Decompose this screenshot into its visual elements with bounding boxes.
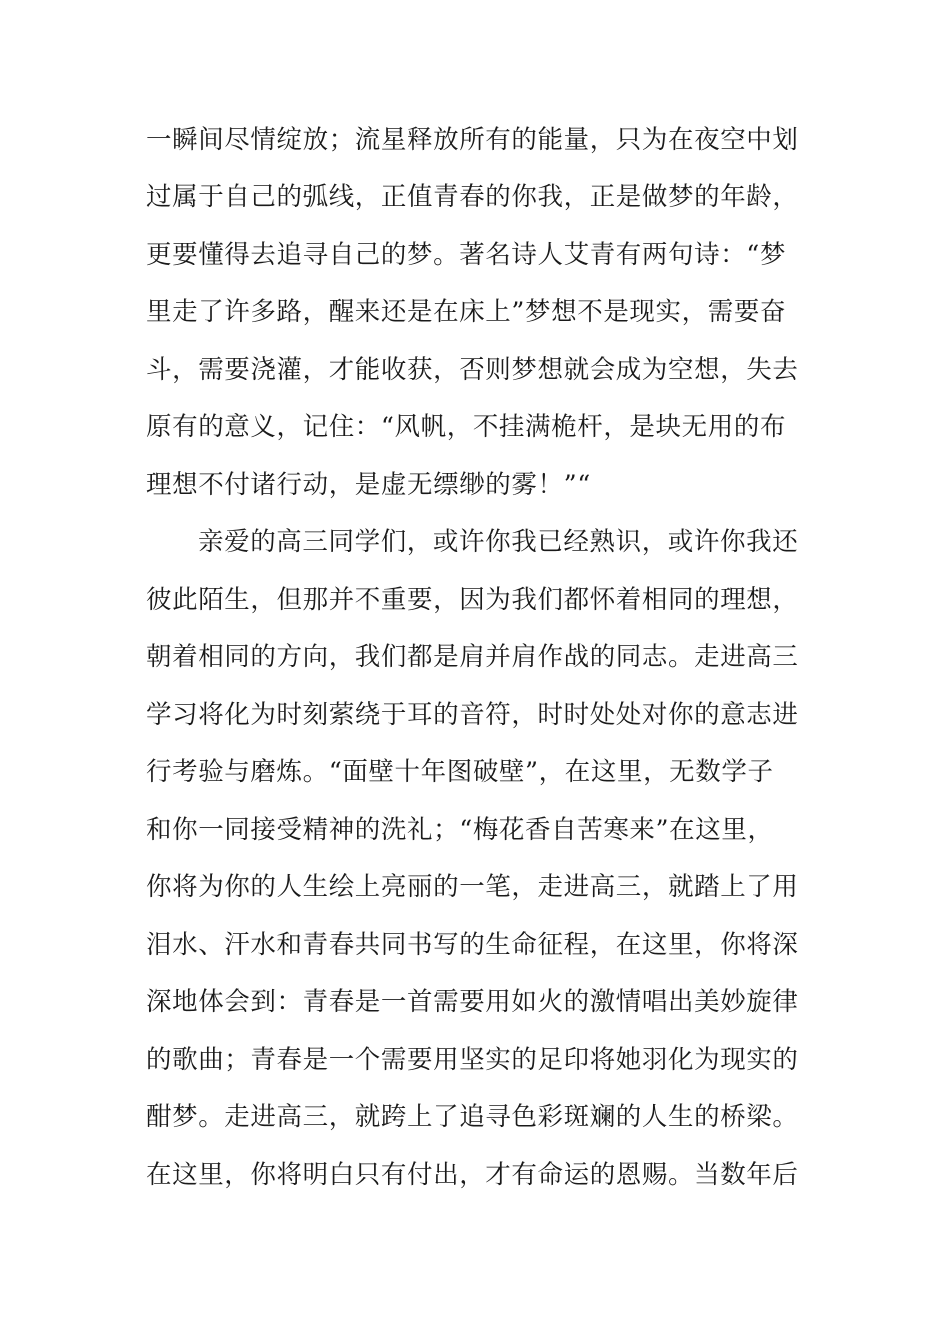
text-line: 原有的意义，记住：“风帆，不挂满桅杆，是块无用的布 — [146, 412, 787, 442]
text-line: 你将为你的人生绘上亮丽的一笔，走进高三，就踏上了用 — [146, 872, 799, 902]
text-line: 行考验与磨炼。“面壁十年图破壁”，在这里，无数学子 — [146, 757, 774, 787]
text-line: 一瞬间尽情绽放；流星释放所有的能量，只为在夜空中划 — [146, 125, 799, 155]
text-line: 斗，需要浇灌，才能收获，否则梦想就会成为空想，失去 — [146, 355, 799, 385]
text-line: 过属于自己的弧线，正值青春的你我，正是做梦的年龄， — [146, 182, 799, 212]
text-line: 和你一同接受精神的洗礼；“梅花香自苦寒来”在这里， — [146, 815, 774, 845]
text-line: 学习将化为时刻萦绕于耳的音符，时时处处对你的意志进 — [146, 700, 799, 730]
text-line: 彼此陌生，但那并不重要，因为我们都怀着相同的理想， — [146, 585, 799, 615]
text-line: 酣梦。走进高三，就跨上了追寻色彩斑斓的人生的桥梁。 — [146, 1102, 799, 1132]
text-line: 亲爱的高三同学们，或许你我已经熟识，或许你我还 — [198, 527, 799, 557]
text-line: 深地体会到：青春是一首需要用如火的激情唱出美妙旋律 — [146, 987, 799, 1017]
text-line: 里走了许多路，醒来还是在床上”梦想不是现实，需要奋 — [146, 297, 787, 327]
text-line: 理想不付诸行动，是虚无缥缈的雾！”“ — [146, 470, 591, 500]
text-line: 泪水、汗水和青春共同书写的生命征程，在这里，你将深 — [146, 930, 799, 960]
text-line: 更要懂得去追寻自己的梦。著名诗人艾青有两句诗：“梦 — [146, 240, 787, 270]
text-line: 朝着相同的方向，我们都是肩并肩作战的同志。走进高三 — [146, 642, 799, 672]
text-line: 在这里，你将明白只有付出，才有命运的恩赐。当数年后 — [146, 1160, 799, 1190]
text-line: 的歌曲；青春是一个需要用坚实的足印将她羽化为现实的 — [146, 1045, 799, 1075]
